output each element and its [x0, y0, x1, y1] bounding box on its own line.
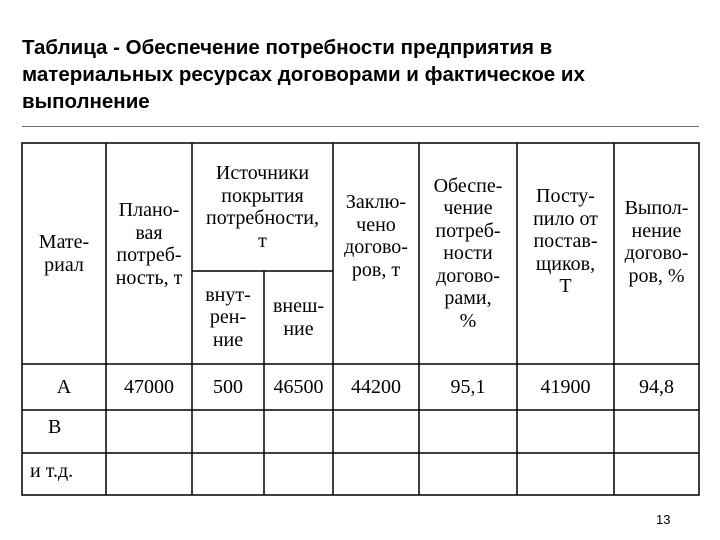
- title-line-2: материальных ресурсах договорами и фактическое их: [22, 63, 585, 86]
- header-internal: внут- рен- ние: [205, 283, 251, 351]
- header-contracted: Заклю- чено догово- ров, т: [344, 191, 408, 281]
- row-a-label: А: [56, 375, 72, 398]
- header-fulfilled: Выпол- нение догово- ров, %: [624, 197, 689, 287]
- row-etc-label: и т.д.: [30, 460, 74, 482]
- page-number: 13: [656, 512, 671, 527]
- row-a-external: 46500: [273, 375, 324, 398]
- header-coverage: Обеспе- чение потреб- ности догово- рами, %: [433, 174, 503, 332]
- row-a-coverage: 95,1: [450, 375, 486, 398]
- row-a-planned: 47000: [124, 375, 174, 398]
- header-material: Мате- риал: [38, 231, 90, 276]
- header-sources: Источники покрытия потребности, т: [206, 162, 319, 252]
- header-planned-need: Плано- вая потреб- ность, т: [115, 199, 183, 289]
- row-a-contracted: 44200: [351, 375, 401, 398]
- row-a-received: 41900: [540, 375, 591, 398]
- title-line-3: выполнение: [22, 90, 150, 113]
- title-line-1: Таблица - Обеспечение потребности предприятия в: [22, 36, 553, 59]
- row-a-fulfilled: 94,8: [639, 375, 674, 398]
- header-external: внеш- ние: [272, 295, 325, 340]
- header-received: Посту- пило от постав- щиков, Т: [533, 185, 598, 297]
- row-a-internal: 500: [213, 375, 243, 398]
- row-b-label: В: [48, 416, 62, 438]
